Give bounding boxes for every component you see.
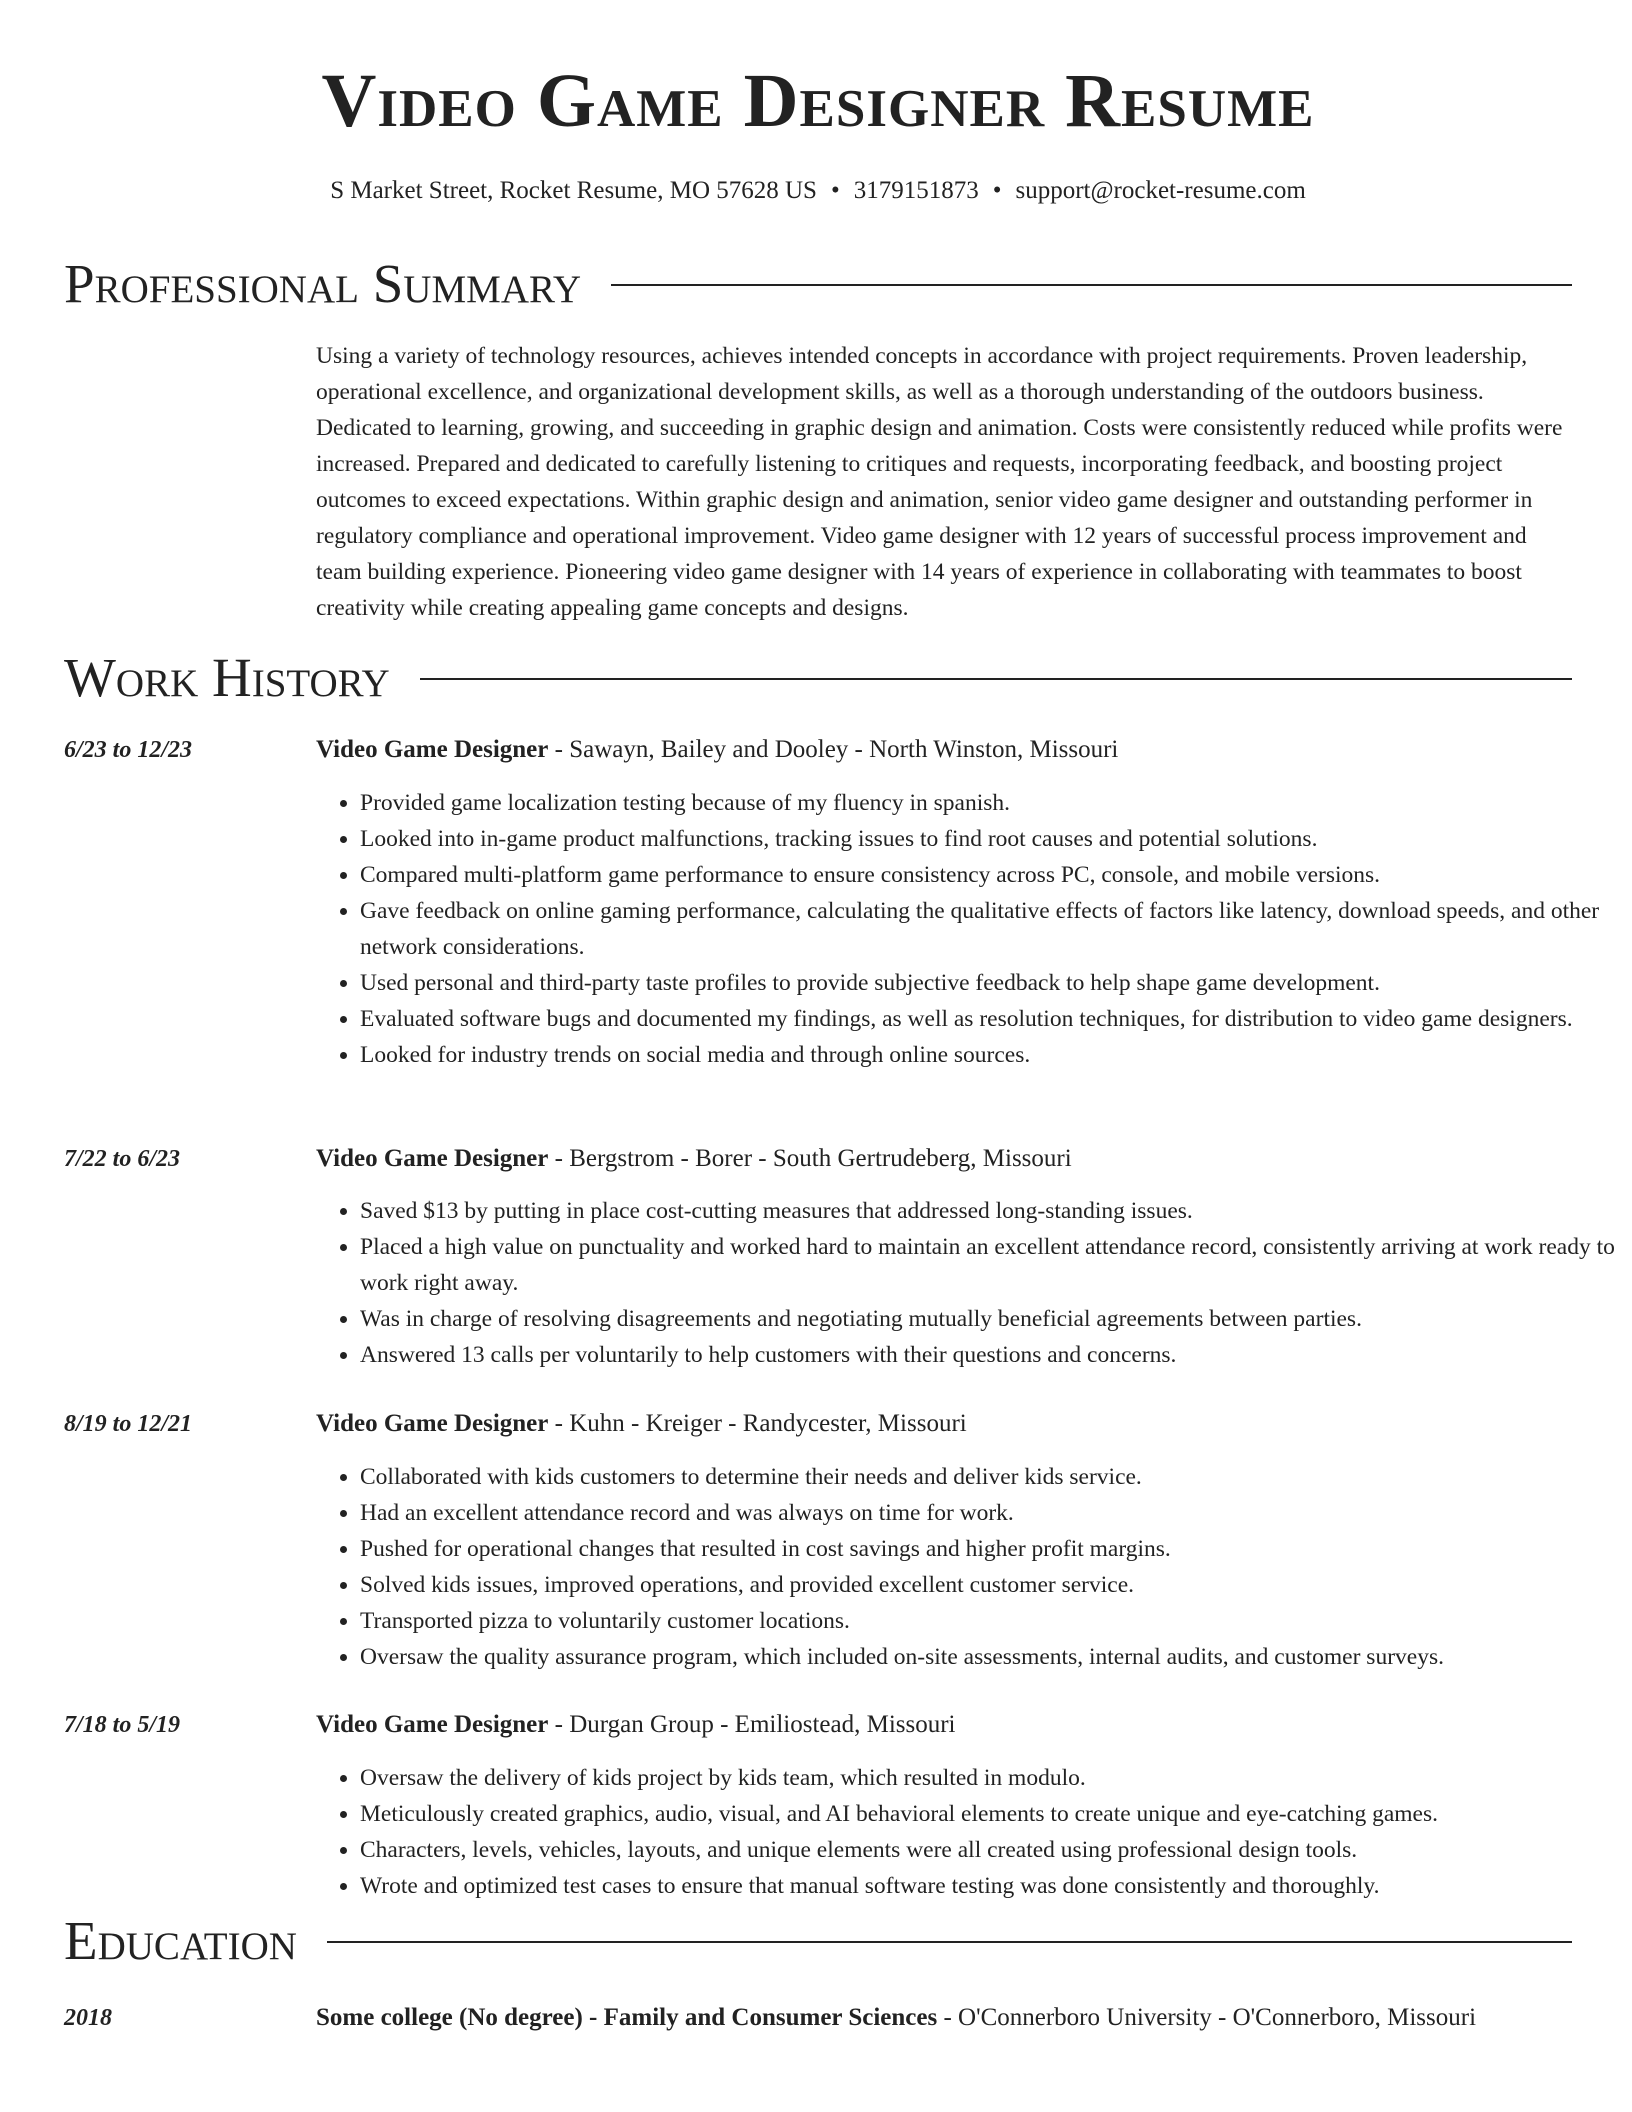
job-bullets — [316, 785, 1616, 1073]
job-title: Video Game Designer — [316, 1410, 549, 1437]
contact-address: S Market Street, Rocket Resume, MO 57628 US — [330, 177, 817, 204]
contact-separator: • — [992, 177, 1002, 204]
job-bullet: • Pushed for operational changes that resulted in cost savings and higher profit margins. — [360, 1531, 1616, 1567]
job-bullet: • Used personal and third-party taste profiles to provide subjective feedback to help shape game development. — [360, 965, 1616, 1001]
education-details: - O'Connerboro University - O'Connerboro, Missouri — [937, 2004, 1477, 2031]
job-bullet: • Was in charge of resolving disagreements and negotiating mutually beneficial agreements between parties. — [360, 1301, 1616, 1337]
job-bullet: • Provided game localization testing because of my fluency in spanish. — [360, 785, 1616, 821]
job-bullet: • Characters, levels, vehicles, layouts, and unique elements were all created using professional design tools. — [360, 1832, 1616, 1868]
job-bullet: • Evaluated software bugs and documented my findings, as well as resolution techniques, for distribution to video game designers. — [360, 1001, 1616, 1037]
job-bullet: • Placed a high value on punctuality and worked hard to maintain an excellent attendance record, consistently arriving at work ready to work right away. — [360, 1229, 1616, 1301]
education-line — [316, 2001, 1572, 2035]
job-bullet: • Oversaw the quality assurance program, which included on-site assessments, internal audits, and customer surveys. — [360, 1639, 1616, 1675]
job-bullet: • Looked for industry trends on social media and through online sources. — [360, 1037, 1616, 1073]
job-bullet: • Gave feedback on online gaming performance, calculating the qualitative effects of factors like latency, download speeds, and other network considerations. — [360, 893, 1616, 965]
contact-separator: • — [830, 177, 840, 204]
section-divider — [420, 678, 1572, 680]
job-title-line — [316, 1407, 1572, 1441]
job-dates: 8/19 to 12/21 — [64, 1411, 193, 1437]
contact-email: support@rocket-resume.com — [1015, 177, 1306, 204]
job-title: Video Game Designer — [316, 1711, 549, 1738]
section-divider — [611, 284, 1572, 286]
job-bullet: • Collaborated with kids customers to determine their needs and deliver kids service. — [360, 1459, 1616, 1495]
education-section-header — [64, 1909, 1572, 1973]
job-bullet: • Had an excellent attendance record and was always on time for work. — [360, 1495, 1616, 1531]
job-bullet: • Compared multi-platform game performance to ensure consistency across PC, console, and mobile versions. — [360, 857, 1616, 893]
job-bullets — [316, 1760, 1616, 1904]
work-heading: Work History — [64, 647, 390, 708]
job-details: - Durgan Group - Emiliostead, Missouri — [548, 1711, 956, 1738]
job-bullet: • Solved kids issues, improved operations, and provided excellent customer service. — [360, 1567, 1616, 1603]
job-bullet: • Answered 13 calls per voluntarily to help customers with their questions and concerns. — [360, 1337, 1616, 1373]
job-details: - Bergstrom - Borer - South Gertrudeberg, Missouri — [548, 1145, 1072, 1172]
summary-heading: Professional Summary — [64, 253, 582, 314]
summary-section-header — [64, 252, 1572, 316]
contact-line — [64, 174, 1572, 208]
job-details: - Kuhn - Kreiger - Randycester, Missouri — [548, 1410, 967, 1437]
job-title: Video Game Designer — [316, 1145, 549, 1172]
job-bullets — [316, 1193, 1616, 1373]
job-bullet: • Oversaw the delivery of kids project by kids team, which resulted in modulo. — [360, 1760, 1616, 1796]
contact-phone: 3179151873 — [853, 177, 979, 204]
education-heading: Education — [64, 1910, 297, 1971]
job-dates: 7/18 to 5/19 — [64, 1712, 181, 1738]
section-divider — [327, 1941, 1572, 1943]
job-bullet: • Transported pizza to voluntarily customer locations. — [360, 1603, 1616, 1639]
job-bullets — [316, 1459, 1616, 1675]
job-details: - Sawayn, Bailey and Dooley - North Winston, Missouri — [548, 736, 1119, 763]
job-bullet: • Looked into in-game product malfunctions, tracking issues to find root causes and potential solutions. — [360, 821, 1616, 857]
job-title-line — [316, 1142, 1572, 1176]
job-title: Video Game Designer — [316, 736, 549, 763]
work-section-header — [64, 646, 1572, 710]
job-title-line — [316, 733, 1572, 767]
job-bullet: • Saved $13 by putting in place cost-cutting measures that addressed long-standing issues. — [360, 1193, 1616, 1229]
job-title-line — [316, 1708, 1572, 1742]
job-dates: 6/23 to 12/23 — [64, 737, 193, 763]
job-dates: 7/22 to 6/23 — [64, 1146, 181, 1172]
education-year: 2018 — [64, 2005, 112, 2031]
resume-title: Video Game Designer Resume — [321, 59, 1315, 143]
summary-text: Using a variety of technology resources, achieves intended concepts in accordance with project requirements. Proven leadership, operational excellence, and organizational development skills, as well as a thorough understanding of the outdoors business. Dedicated to learning, growing, and succeeding in graphic design and animation. Costs were consistently reduced while profits were increased. Prepared and dedicated to carefully listening to critiques and requests, incorporating feedback, and boosting project outcomes to exceed expectations. Within graphic design and animation, senior video game designer and outstanding performer in regulatory compliance and operational improvement. Video game designer with 12 years of successful process improvement and team building experience. Pioneering video game designer with 14 years of experience in collaborating with teammates to boost creativity while creating appealing game concepts and designs. — [316, 343, 1563, 621]
education-degree: Some college (No degree) - Family and Consumer Sciences — [316, 2004, 938, 2031]
job-bullet: • Wrote and optimized test cases to ensure that manual software testing was done consistently and thoroughly. — [360, 1868, 1616, 1904]
job-bullet: • Meticulously created graphics, audio, visual, and AI behavioral elements to create unique and eye-catching games. — [360, 1796, 1616, 1832]
